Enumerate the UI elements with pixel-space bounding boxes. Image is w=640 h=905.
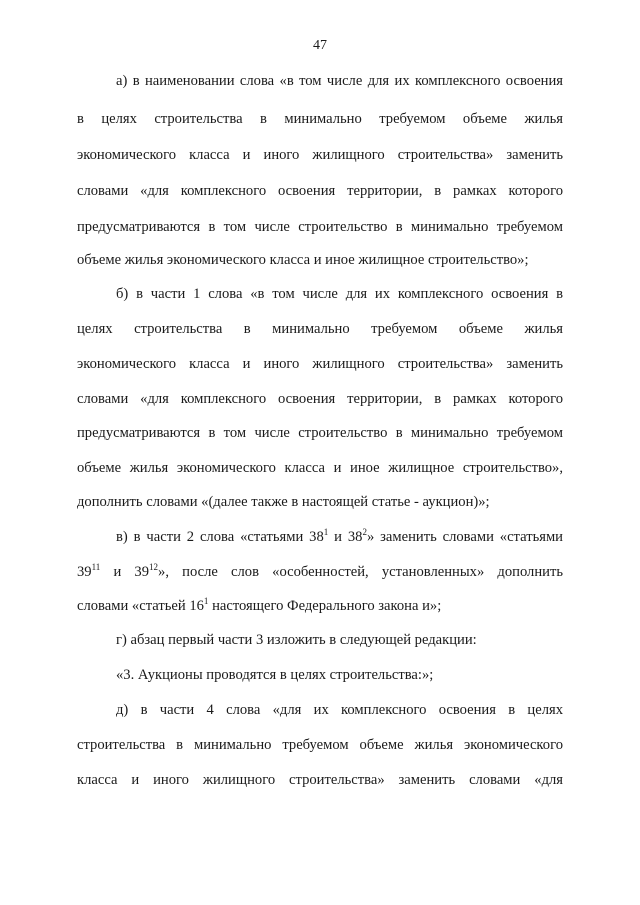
text-line: объеме жилья экономического класса и иное жилищное строительство», xyxy=(77,460,563,476)
text-line: дополнить словами «(далее также в настоящей статье - аукцион)»; xyxy=(77,494,490,510)
text-line: целях строительства в минимально требуемом объеме жилья xyxy=(77,321,563,337)
text-line: строительства в минимально требуемом объеме жилья экономического xyxy=(77,737,563,753)
text-run: и 38 xyxy=(328,529,363,545)
page-number: 47 xyxy=(313,38,327,53)
text-line: а) в наименовании слова «в том числе для их комплексного освоения xyxy=(116,73,563,89)
text-run: и 39 xyxy=(100,564,150,580)
text-line: словами «для комплексного освоения территории, в рамках которого xyxy=(77,391,563,407)
text-line: «3. Аукционы проводятся в целях строительства:»; xyxy=(116,667,434,683)
text-line: г) абзац первый части 3 изложить в следующей редакции: xyxy=(116,632,477,648)
text-line: б) в части 1 слова «в том числе для их комплексного освоения в xyxy=(116,286,563,302)
text-run: », после слов «особенностей, установленных» дополнить xyxy=(158,564,563,580)
superscript: 1 xyxy=(203,596,209,606)
text-line: экономического класса и иного жилищного строительства» заменить xyxy=(77,356,563,372)
superscript: 11 xyxy=(91,562,101,572)
text-line xyxy=(116,527,563,547)
text-line: объеме жилья экономического класса и иное жилищное строительство»; xyxy=(77,252,529,268)
text-line xyxy=(77,562,563,582)
text-line: предусматриваются в том числе строительство в минимально требуемом xyxy=(77,219,563,235)
text-line: словами «для комплексного освоения территории, в рамках которого xyxy=(77,183,563,199)
text-line: предусматриваются в том числе строительство в минимально требуемом xyxy=(77,425,563,441)
text-line xyxy=(77,596,563,616)
text-run: настоящего Федерального закона и»; xyxy=(208,598,442,614)
text-line: д) в части 4 слова «для их комплексного освоения в целях xyxy=(116,702,563,718)
text-line: в целях строительства в минимально требуемом объеме жилья xyxy=(77,111,563,127)
superscript: 2 xyxy=(362,527,367,537)
text-run: 39 xyxy=(77,564,92,580)
text-run: » заменить словами «статьями xyxy=(366,529,563,545)
text-line: экономического класса и иного жилищного строительства» заменить xyxy=(77,147,563,163)
text-run: в) в части 2 слова «статьями 38 xyxy=(116,529,324,545)
text-run: словами «статьей 16 xyxy=(77,598,204,614)
text-line: класса и иного жилищного строительства» заменить словами «для xyxy=(77,772,563,788)
superscript: 1 xyxy=(323,527,329,537)
superscript: 12 xyxy=(149,562,159,572)
